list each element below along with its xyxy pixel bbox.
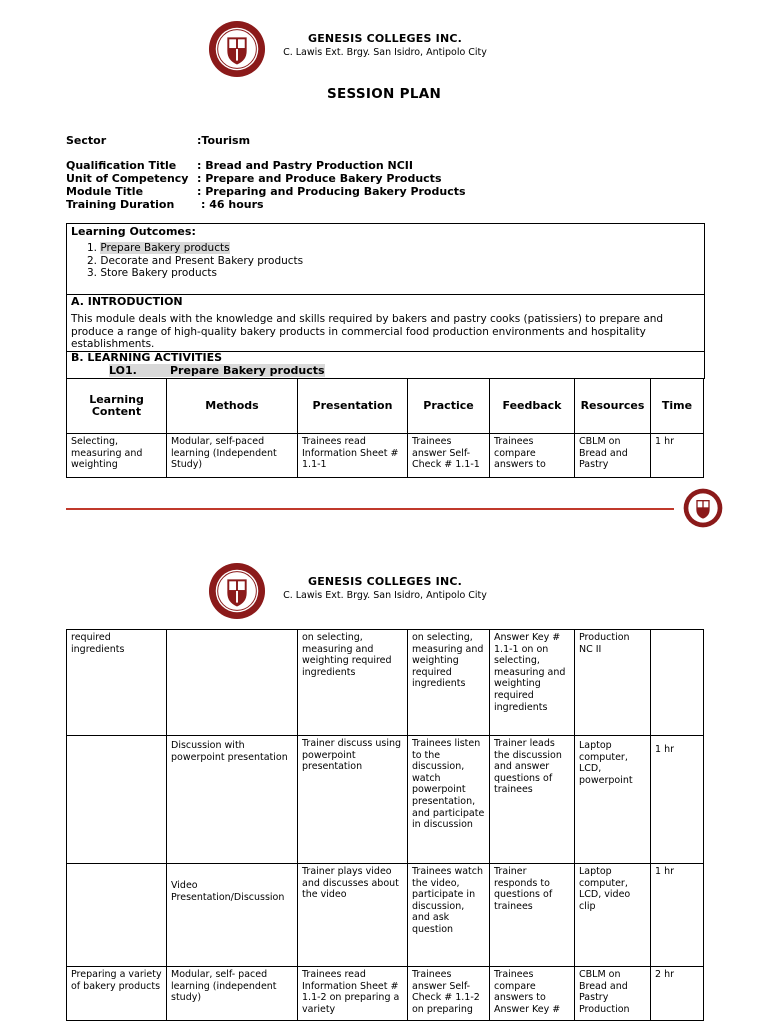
table-cell: 1 hr bbox=[651, 864, 704, 967]
module-label: Module Title bbox=[66, 185, 144, 198]
table-cell: Answer Key # 1.1-1 on on selecting, measuring and weighting required ingredients bbox=[490, 630, 575, 736]
table-row bbox=[67, 967, 704, 1021]
introduction-body: This module deals with the knowledge and skills required by bakers and pastry cooks (patissiers) to prepare and produce a range of high-quality bakery products in commercial food production environments and hospitality establishments. bbox=[71, 313, 664, 351]
table-cell: 1 hr bbox=[651, 736, 704, 864]
introduction-box bbox=[66, 294, 705, 352]
qualification-label: Qualification Title bbox=[66, 159, 177, 172]
sector-label: Sector bbox=[66, 134, 107, 147]
col-header-presentation: Presentation bbox=[298, 379, 408, 434]
table-cell bbox=[67, 736, 167, 864]
qualification-value: : Bread and Pastry Production NCII bbox=[197, 159, 413, 172]
table-cell: Discussion with powerpoint presentation bbox=[167, 736, 298, 864]
table-cell: Trainer discuss using powerpoint presentation bbox=[298, 736, 408, 864]
college-seal-logo bbox=[208, 20, 266, 78]
col-header-time: Time bbox=[651, 379, 704, 434]
table-cell: Trainees read Information Sheet # 1.1-1 bbox=[298, 434, 408, 478]
module-meta bbox=[66, 134, 626, 211]
footer-seal-logo bbox=[683, 488, 723, 528]
college-seal-logo bbox=[208, 562, 266, 620]
table-cell: Trainees answer Self-Check # 1.1-2 on preparing bbox=[408, 967, 490, 1021]
col-header-feedback: Feedback bbox=[490, 379, 575, 434]
table-cell: CBLM on Bread and Pastry Production bbox=[575, 967, 651, 1021]
org-address: C. Lawis Ext. Brgy. San Isidro, Antipolo City bbox=[283, 590, 487, 601]
learning-activities-box bbox=[66, 351, 705, 379]
table-cell: CBLM on Bread and Pastry bbox=[575, 434, 651, 478]
table-cell: Trainees watch the video, participate in discussion, and ask question bbox=[408, 864, 490, 967]
outcome-item: 3. Store Bakery products bbox=[87, 267, 217, 279]
table-cell: 2 hr bbox=[651, 967, 704, 1021]
col-header-resources: Resources bbox=[575, 379, 651, 434]
table-cell: Laptop computer, LCD, powerpoint bbox=[575, 736, 651, 864]
table-row bbox=[67, 630, 704, 736]
header-text bbox=[276, 32, 494, 58]
table-cell bbox=[651, 630, 704, 736]
table-row bbox=[67, 434, 704, 478]
table-cell: Trainees compare answers to Answer Key # bbox=[490, 967, 575, 1021]
table-cell: on selecting, measuring and weighting required ingredients bbox=[408, 630, 490, 736]
page-title: SESSION PLAN bbox=[326, 86, 442, 102]
table-row bbox=[67, 736, 704, 864]
outcomes-list bbox=[87, 242, 303, 280]
activities-table-page1 bbox=[66, 378, 704, 478]
table-cell: Modular, self-paced learning (Independent Study) bbox=[167, 434, 298, 478]
table-cell: Trainees answer Self-Check # 1.1-1 bbox=[408, 434, 490, 478]
table-cell: Trainer responds to questions of trainees bbox=[490, 864, 575, 967]
col-header-methods: Methods bbox=[167, 379, 298, 434]
sector-value: :Tourism bbox=[197, 134, 251, 147]
lo-title: Prepare Bakery products bbox=[170, 364, 325, 377]
module-value: : Preparing and Producing Bakery Products bbox=[197, 185, 466, 198]
table-cell: on selecting, measuring and weighting required ingredients bbox=[298, 630, 408, 736]
table-cell bbox=[167, 630, 298, 736]
table-header-row bbox=[67, 379, 704, 434]
header-text bbox=[276, 575, 494, 601]
outcomes-heading: Learning Outcomes: bbox=[71, 225, 196, 238]
table-cell: Laptop computer, LCD, video clip bbox=[575, 864, 651, 967]
table-cell: Trainees listen to the discussion, watch powerpoint presentation, and participate in discussion bbox=[408, 736, 490, 864]
lo-row bbox=[67, 364, 704, 377]
org-address: C. Lawis Ext. Brgy. San Isidro, Antipolo City bbox=[283, 47, 487, 58]
table-cell bbox=[67, 864, 167, 967]
duration-label: Training Duration bbox=[66, 198, 175, 211]
footer-red-line bbox=[66, 508, 674, 510]
learning-outcomes-box bbox=[66, 223, 705, 295]
col-header-practice: Practice bbox=[408, 379, 490, 434]
org-name: GENESIS COLLEGES INC. bbox=[307, 32, 463, 45]
lo-number: LO1. bbox=[109, 364, 207, 377]
outcome-item: 2. Decorate and Present Bakery products bbox=[87, 254, 304, 267]
learning-activities-heading: B. LEARNING ACTIVITIES bbox=[71, 351, 223, 364]
duration-value: : 46 hours bbox=[201, 198, 264, 211]
table-cell: Selecting, measuring and weighting bbox=[67, 434, 167, 478]
col-header-learning-content: Learning Content bbox=[67, 379, 167, 434]
table-cell: Trainees compare answers to bbox=[490, 434, 575, 478]
table-cell: Video Presentation/Discussion bbox=[167, 864, 298, 967]
table-cell: Trainees read Information Sheet # 1.1-2 on preparing a variety bbox=[298, 967, 408, 1021]
table-cell: 1 hr bbox=[651, 434, 704, 478]
org-name: GENESIS COLLEGES INC. bbox=[307, 575, 463, 588]
page-2 bbox=[0, 530, 768, 1024]
table-row bbox=[67, 864, 704, 967]
activities-table-page2 bbox=[66, 629, 704, 1021]
table-cell: Production NC II bbox=[575, 630, 651, 736]
unit-value: : Prepare and Produce Bakery Products bbox=[197, 172, 442, 185]
table-cell: Preparing a variety of bakery products bbox=[67, 967, 167, 1021]
table-cell: Trainer plays video and discusses about the video bbox=[298, 864, 408, 967]
unit-label: Unit of Competency bbox=[66, 172, 189, 185]
table-cell: Trainer leads the discussion and answer questions of trainees bbox=[490, 736, 575, 864]
table-cell: required ingredients bbox=[67, 630, 167, 736]
outcome-item: 1. Prepare Bakery products bbox=[87, 242, 230, 254]
table-cell: Modular, self- paced learning (independent study) bbox=[167, 967, 298, 1021]
introduction-heading: A. INTRODUCTION bbox=[71, 295, 183, 308]
